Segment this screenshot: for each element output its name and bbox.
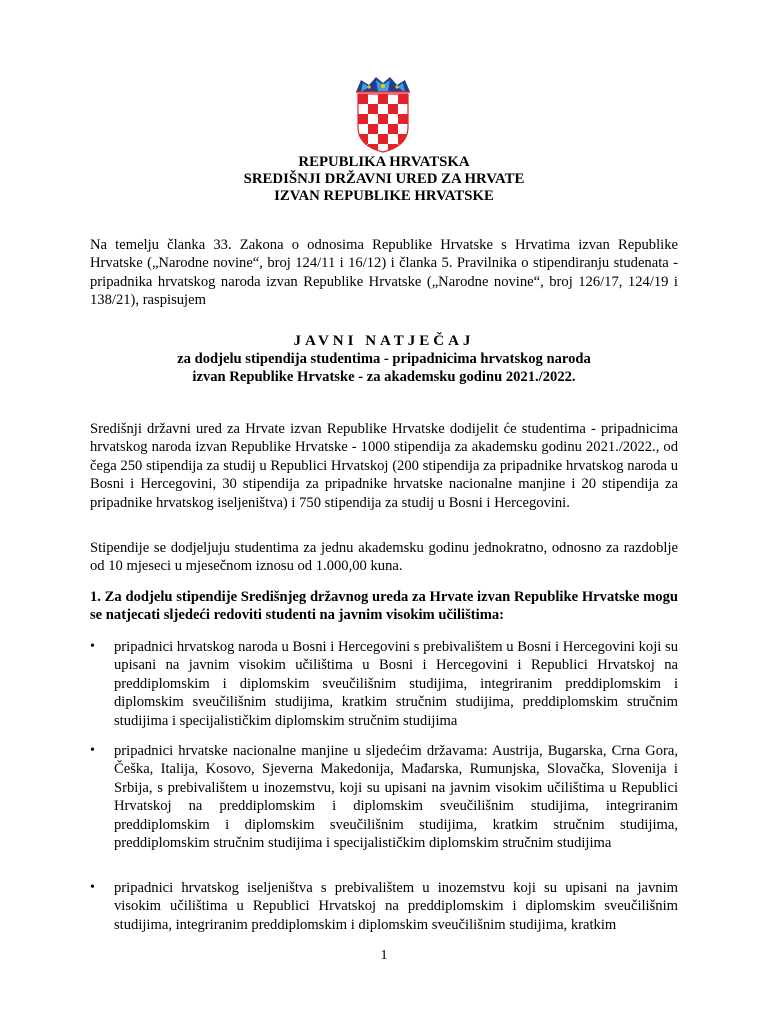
checkerboard-shield [358, 94, 408, 154]
bullet-text-bih: pripadnici hrvatskog naroda u Bosni i Hercegovini s prebivalištem u Bosni i Hercegovini koji su upisani na javnim visokim učilištima u Bosni i Hercegovini i Republici Hrvatskoj na preddiplomskim i diplomskim sveučilišnim studijima, integriranim preddiplomskim i diplomskim sveučilišnim studijima, kratkim stručnim studijima, preddiplomskim stručnim studijima i specijalističkim diplomskim stručnim studijima [114, 639, 678, 729]
section-1-heading: 1. Za dodjelu stipendije Središnjeg državnog ureda za Hrvate izvan Republike Hrvatske mogu se natjecati sljedeći redoviti studenti na javnim visokim učilištima: [90, 589, 678, 624]
crown [356, 77, 410, 92]
bullet-text-diaspora: pripadnici hrvatskog iseljeništva s prebivalištem u inozemstvu koji su upisani na javnim visokim učilištima u Republici Hrvatskoj na preddiplomskim i diplomskim sveučilišnim studijima, integriranim preddiplomskim i diplomskim sveučilišnim studijima, kratkim [114, 880, 678, 933]
title-block [90, 332, 678, 386]
issuer-header [90, 154, 678, 205]
header-line-office: SREDIŠNJI DRŽAVNI URED ZA HRVATE [243, 171, 525, 187]
header-line-republic: REPUBLIKA HRVATSKA [298, 154, 470, 170]
bullet-icon: • [90, 639, 95, 654]
croatian-coat-of-arms-icon [352, 72, 414, 154]
bullet-icon: • [90, 743, 95, 758]
title-subline-2: izvan Republike Hrvatske - za akademsku godinu 2021./2022. [192, 369, 576, 385]
page-number: 1 [380, 948, 388, 963]
list-item [90, 638, 678, 730]
title-subline-1: za dodjelu stipendija studentima - pripadnicima hrvatskog naroda [177, 351, 591, 367]
bullet-text-minority: pripadnici hrvatske nacionalne manjine u sljedećim državama: Austrija, Bugarska, Crna Gora, Češka, Italija, Kosovo, Sjeverna Makedonija, Mađarska, Rumunjska, Slovačka, Slovenija i Srbija, s prebivalištem u inozemstvu, koji su upisani na javnim visokim učilištima u Republici Hrvatskoj na preddiplomskim i diplomskim sveučilišnim studijima, integriranim preddiplomskim i diplomskim sveučilišnim studijima, kratkim stručnim studijima, preddiplomskim stručnim studijima i specijalističkim diplomskim stručnim studijima [114, 743, 678, 852]
allocation-paragraph: Središnji državni ured za Hrvate izvan Republike Hrvatske dodijelit će studentima - pripadnicima hrvatskog naroda izvan Republike Hrvatske - 1000 stipendija za akademsku godinu 2021./2022., od čega 250 stipendija za studij u Republici Hrvatskoj (200 stipendija za pripadnike hrvatskog naroda u Bosni i Hercegovini, 30 stipendija za pripadnike hrvatske nacionalne manjine i 20 stipendija za pripadnike hrvatskog iseljeništva) i 750 stipendija za studij u Bosni i Hercegovini. [90, 421, 678, 511]
stipend-duration-paragraph: Stipendije se dodjeljuju studentima za jednu akademsku godinu jednokratno, odnosno za razdoblje od 10 mjeseci u mjesečnom iznosu od 1.000,00 kuna. [90, 540, 678, 575]
header-line-abroad: IZVAN REPUBLIKE HRVATSKE [274, 188, 494, 204]
intro-paragraph: Na temelju članka 33. Zakona o odnosima Republike Hrvatske s Hrvatima izvan Republike Hrvatske („Narodne novine“, broj 124/11 i 16/12) i članka 5. Pravilnika o stipendiranju studenata - pripadnika hrvatskog naroda izvan Republike Hrvatske („Narodne novine“, broj 126/17, 124/19 i 138/21), raspisujem [90, 237, 678, 309]
document-title: JAVNI NATJEČAJ [293, 333, 475, 349]
list-item [90, 879, 678, 934]
bullet-icon: • [90, 880, 95, 895]
list-item [90, 742, 678, 852]
